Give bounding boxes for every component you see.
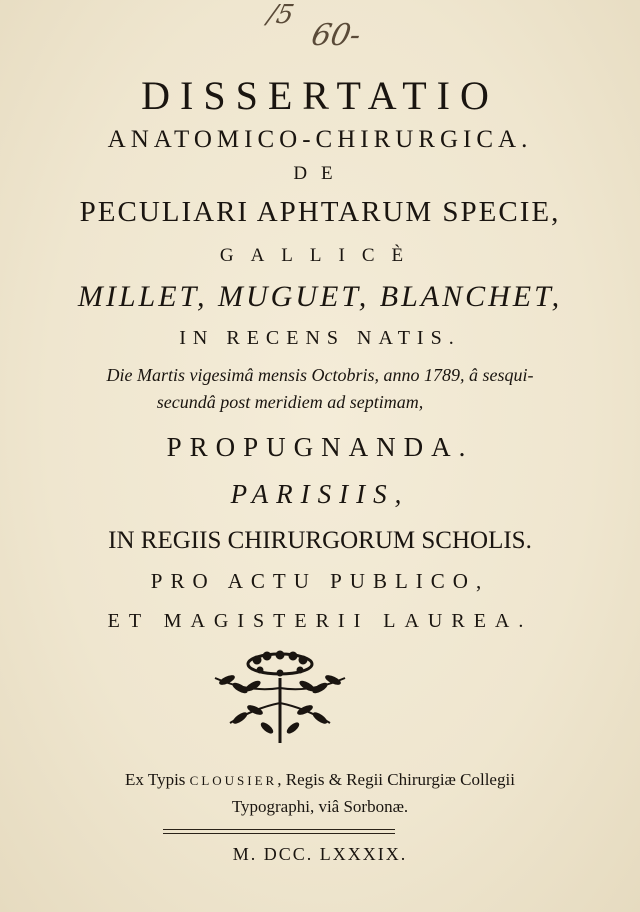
title-de: DE [293, 163, 347, 184]
title-et-magisterii-laurea: ET MAGISTERII LAUREA. [107, 610, 533, 632]
handwritten-note-left: /5 [264, 0, 297, 30]
imprint-rest: , Regis & Regii Chirurgiæ Collegii [277, 770, 515, 789]
defense-date-line1: Die Martis vigesimâ mensis Octobris, anno 1789, â sesqui- [106, 365, 534, 385]
imprint-line2: Typographi, viâ Sorbonæ. [231, 797, 409, 816]
title-peculiari: PECULIARI APHTARUM SPECIE, [79, 196, 561, 228]
title-gallice: GALLICÈ [219, 245, 421, 266]
place-parisiis: PARISIIS, [230, 479, 410, 509]
imprint-year: M. DCC. LXXXIX. [232, 844, 408, 864]
defense-date-line2: secundâ post meridiem ad septimam, [156, 392, 424, 412]
imprint-printer-name: CLOUSIER [189, 773, 278, 788]
place-regiis-scholis: IN REGIIS CHIRURGORUM SCHOLIS. [108, 527, 532, 554]
laurel-wreath-ornament [205, 648, 355, 748]
handwritten-note-right: 60- [308, 18, 365, 53]
title-pro-actu-publico: PRO ACTU PUBLICO, [150, 569, 490, 593]
title-anatomico-chirurgica: ANATOMICO-CHIRURGICA. [107, 126, 533, 153]
title-millet-muguet-blanchet: MILLET, MUGUET, BLANCHET, [77, 280, 563, 313]
title-dissertatio: DISSERTATIO [141, 73, 499, 118]
title-in-recens-natis: IN RECENS NATIS. [179, 327, 461, 349]
imprint-line1 [0, 770, 640, 790]
double-rule-divider [163, 829, 395, 834]
imprint-ex-typis: Ex Typis [125, 770, 186, 789]
title-propugnanda: PROPUGNANDA. [166, 432, 474, 462]
